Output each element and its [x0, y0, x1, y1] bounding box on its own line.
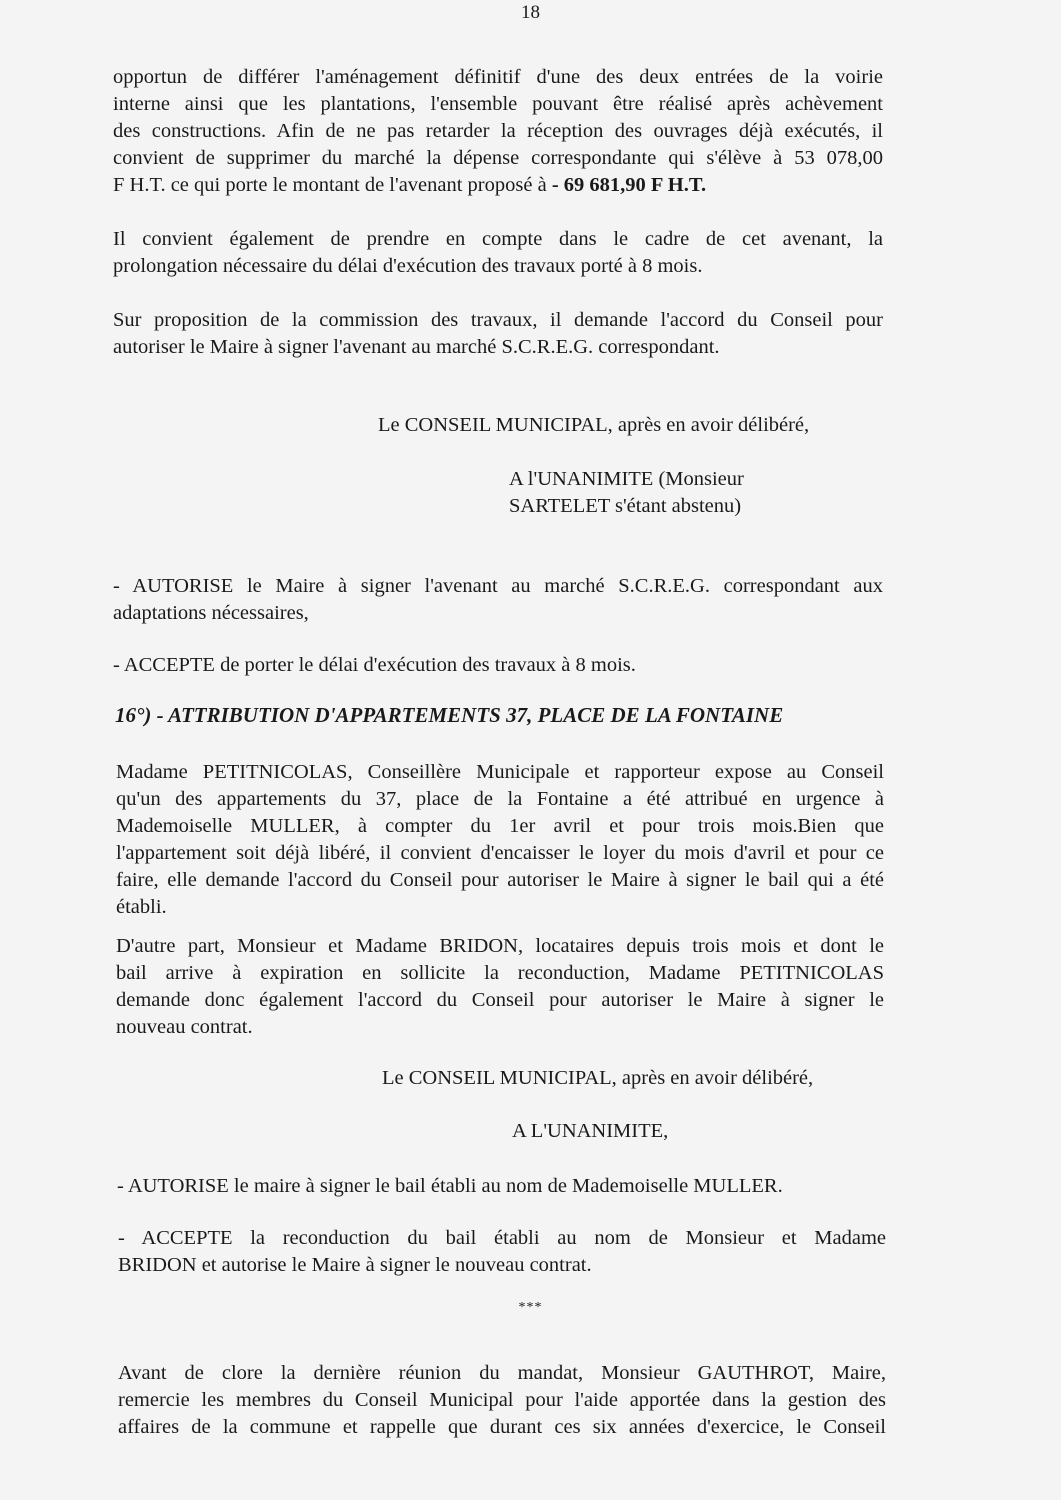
- avenant-amount: - 69 681,90 F H.T.: [551, 174, 707, 196]
- text-line: - ACCEPTE la reconduction du bail établi au nom de Monsieur et Madame: [118, 1227, 886, 1249]
- text-line: des constructions. Afin de ne pas retarder la réception des ouvrages déjà exécutés, il: [113, 120, 883, 142]
- text-line: - AUTORISE le Maire à signer l'avenant au marché S.C.R.E.G. correspondant aux: [113, 575, 883, 597]
- text-line: prolongation nécessaire du délai d'exécution des travaux porté à 8 mois.: [113, 255, 703, 277]
- text-fragment: F H.T. ce qui porte le montant de l'avenant proposé à: [113, 174, 552, 196]
- text-line: Avant de clore la dernière réunion du mandat, Monsieur GAUTHROT, Maire,: [118, 1362, 886, 1384]
- text-line: l'appartement soit déjà libéré, il convient d'encaisser le loyer du mois d'avril et pour ce: [116, 842, 884, 864]
- text-line: BRIDON et autorise le Maire à signer le nouveau contrat.: [118, 1254, 592, 1276]
- text-line: établi.: [116, 896, 167, 918]
- paragraph-bridon-reconduction: [116, 933, 884, 1041]
- paragraph-muller-attribution: [116, 759, 884, 921]
- paragraph-avenant-details: [113, 64, 883, 199]
- text-line: autoriser le Maire à signer l'avenant au marché S.C.R.E.G. correspondant.: [113, 336, 720, 358]
- conseil-deliberation-1: Le CONSEIL MUNICIPAL, après en avoir délibéré,: [378, 414, 810, 436]
- paragraph-delai-prolongation: [113, 226, 883, 280]
- text-line: remercie les membres du Conseil Municipal pour l'aide apportée dans la gestion des: [118, 1389, 886, 1411]
- vote-result-2: A L'UNANIMITE,: [512, 1120, 669, 1142]
- text-line: - AUTORISE le maire à signer le bail établi au nom de Mademoiselle MULLER.: [117, 1175, 783, 1197]
- vote-line: SARTELET s'étant abstenu): [509, 495, 742, 517]
- text-line: opportun de différer l'aménagement définitif d'une des deux entrées de la voirie: [113, 66, 883, 88]
- text-line: convient de supprimer du marché la dépense correspondante qui s'élève à 53 078,00: [113, 147, 883, 169]
- text-line: - ACCEPTE de porter le délai d'exécution des travaux à 8 mois.: [113, 654, 636, 676]
- page-number: 18: [521, 2, 540, 23]
- decision2-item-autorise: [117, 1173, 885, 1200]
- text-line: Mademoiselle MULLER, à compter du 1er avril et pour trois mois.Bien que: [116, 815, 884, 837]
- text-line: Il convient également de prendre en compte dans le cadre de cet avenant, la: [113, 228, 883, 250]
- paragraph-closing-remarks: [118, 1360, 886, 1441]
- text-line: [113, 172, 883, 199]
- vote-result-1: [509, 466, 744, 520]
- text-line: Sur proposition de la commission des travaux, il demande l'accord du Conseil pour: [113, 309, 883, 331]
- text-line: interne ainsi que les plantations, l'ensemble pouvant être réalisé après achèvement: [113, 93, 883, 115]
- vote-line: A l'UNANIMITE (Monsieur: [509, 468, 744, 490]
- section-heading-16: 16°) - ATTRIBUTION D'APPARTEMENTS 37, PLACE DE LA FONTAINE: [115, 703, 784, 727]
- decision2-item-accepte: [118, 1225, 886, 1279]
- section-separator: ***: [518, 1300, 543, 1315]
- conseil-deliberation-2: Le CONSEIL MUNICIPAL, après en avoir délibéré,: [382, 1067, 814, 1089]
- text-line: affaires de la commune et rappelle que durant ces six années d'exercice, le Conseil: [118, 1416, 886, 1438]
- decision1-item-autorise: [113, 573, 883, 627]
- text-line: qu'un des appartements du 37, place de la Fontaine a été attribué en urgence à: [116, 788, 884, 810]
- paragraph-commission-proposition: [113, 307, 883, 361]
- text-line: bail arrive à expiration en sollicite la reconduction, Madame PETITNICOLAS: [116, 962, 884, 984]
- text-line: D'autre part, Monsieur et Madame BRIDON, locataires depuis trois mois et dont le: [116, 935, 884, 957]
- text-line: demande donc également l'accord du Conseil pour autoriser le Maire à signer le: [116, 989, 884, 1011]
- text-line: faire, elle demande l'accord du Conseil pour autoriser le Maire à signer le bail qui a été: [116, 869, 884, 891]
- decision1-item-accepte: [113, 652, 883, 679]
- text-line: nouveau contrat.: [116, 1016, 253, 1038]
- text-line: Madame PETITNICOLAS, Conseillère Municipale et rapporteur expose au Conseil: [116, 761, 884, 783]
- text-line: adaptations nécessaires,: [113, 602, 309, 624]
